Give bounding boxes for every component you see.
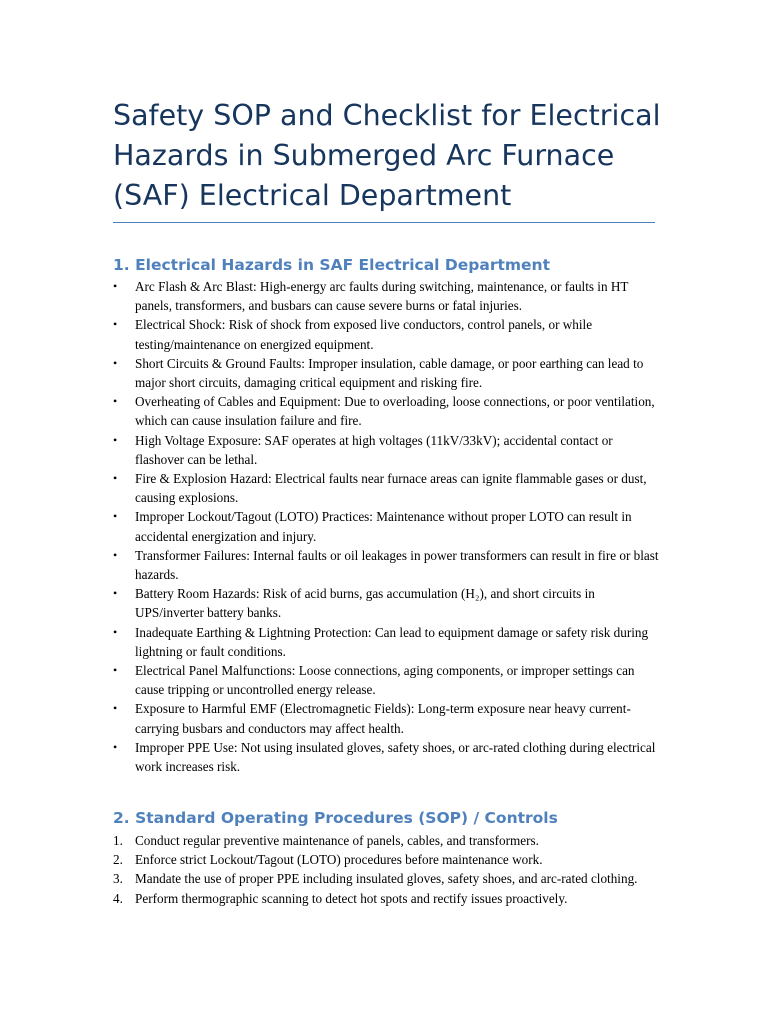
list-item-text: Electrical Panel Malfunctions: Loose connections, aging components, or improper settings can cause tripping or uncontrolled energy release. xyxy=(135,663,635,698)
section-1-heading: 1. Electrical Hazards in SAF Electrical Department xyxy=(113,256,550,274)
bullet-marker: • xyxy=(113,471,118,486)
list-item xyxy=(113,869,663,888)
list-item-text: High Voltage Exposure: SAF operates at high voltages (11kV/33kV); accidental contact or flashover can be lethal. xyxy=(135,432,613,467)
list-item xyxy=(113,546,663,584)
bullet-marker: • xyxy=(113,701,118,716)
list-item xyxy=(113,392,663,430)
list-number: 1. xyxy=(113,833,123,848)
bullet-marker: • xyxy=(113,432,118,447)
list-item-text: Perform thermographic scanning to detect hot spots and rectify issues proactively. xyxy=(135,890,568,906)
bullet-marker: • xyxy=(113,663,118,678)
document-title: Safety SOP and Checklist for Electrical Hazards in Submerged Arc Furnace (SAF) Electrical Department xyxy=(113,99,661,212)
list-item-text: Mandate the use of proper PPE including insulated gloves, safety shoes, and arc-rated clothing. xyxy=(135,871,638,887)
list-item xyxy=(113,277,663,315)
list-item xyxy=(113,354,663,392)
list-item xyxy=(113,315,663,353)
list-item xyxy=(113,699,663,737)
list-item-text: Inadequate Earthing & Lightning Protection: Can lead to equipment damage or safety risk during lightning or fault conditions. xyxy=(135,624,649,659)
bullet-marker: • xyxy=(113,509,118,524)
list-item-text: Fire & Explosion Hazard: Electrical faults near furnace areas can ignite flammable gases or dust, causing explosions. xyxy=(135,471,647,506)
list-item-text: Exposure to Harmful EMF (Electromagnetic Fields): Long-term exposure near heavy current-carrying busbars and conductors may affect health. xyxy=(135,701,631,736)
list-number: 3. xyxy=(113,871,123,887)
list-item-text: Enforce strict Lockout/Tagout (LOTO) procedures before maintenance work. xyxy=(135,852,543,868)
list-item xyxy=(113,469,663,507)
list-item-text: Improper Lockout/Tagout (LOTO) Practices: Maintenance without proper LOTO can result in accidental energization and injury. xyxy=(135,509,632,544)
list-item-text: Transformer Failures: Internal faults or oil leakages in power transformers can result in fire or blast hazards. xyxy=(135,547,659,583)
title-divider xyxy=(113,222,655,223)
list-item xyxy=(113,507,663,545)
list-number: 4. xyxy=(113,890,123,906)
bullet-marker: • xyxy=(113,279,118,293)
list-item-text: Battery Room Hazards: Risk of acid burns, gas accumulation (H₂), and short circuits in UPS/inverter battery banks. xyxy=(135,586,595,621)
bullet-marker: • xyxy=(113,547,118,562)
list-item-text: Arc Flash & Arc Blast: High-energy arc faults during switching, maintenance, or faults in HT panels, transformers, and busbars can cause severe burns or fatal injuries. xyxy=(135,279,629,314)
section-2-heading: 2. Standard Operating Procedures (SOP) / Controls xyxy=(113,809,558,827)
bullet-marker: • xyxy=(113,394,118,409)
list-item-text: Improper PPE Use: Not using insulated gloves, safety shoes, or arc-rated clothing during electrical work increases risk. xyxy=(135,739,656,775)
list-item-text: Conduct regular preventive maintenance of panels, cables, and transformers. xyxy=(135,833,539,848)
bullet-marker: • xyxy=(113,586,118,601)
list-item xyxy=(113,623,663,661)
sop-list xyxy=(113,831,663,908)
list-item xyxy=(113,431,663,469)
list-item xyxy=(113,889,663,908)
bullet-marker: • xyxy=(113,624,118,639)
list-item xyxy=(113,661,663,699)
list-item xyxy=(113,584,663,622)
list-number: 2. xyxy=(113,852,123,868)
list-item xyxy=(113,831,663,850)
list-item-text: Short Circuits & Ground Faults: Improper insulation, cable damage, or poor earthing can lead to major short circuits, damaging critical equipment and risking fire. xyxy=(135,355,644,391)
list-item-text: Electrical Shock: Risk of shock from exposed live conductors, control panels, or while testing/maintenance on energized equipment. xyxy=(135,317,593,352)
list-item xyxy=(113,850,663,869)
bullet-marker: • xyxy=(113,739,118,754)
list-item xyxy=(113,738,663,776)
hazards-list xyxy=(113,277,663,776)
list-item-text: Overheating of Cables and Equipment: Due to overloading, loose connections, or poor ventilation, which can cause insulation failure and fire. xyxy=(135,394,655,429)
bullet-marker: • xyxy=(113,355,118,370)
bullet-marker: • xyxy=(113,317,118,332)
